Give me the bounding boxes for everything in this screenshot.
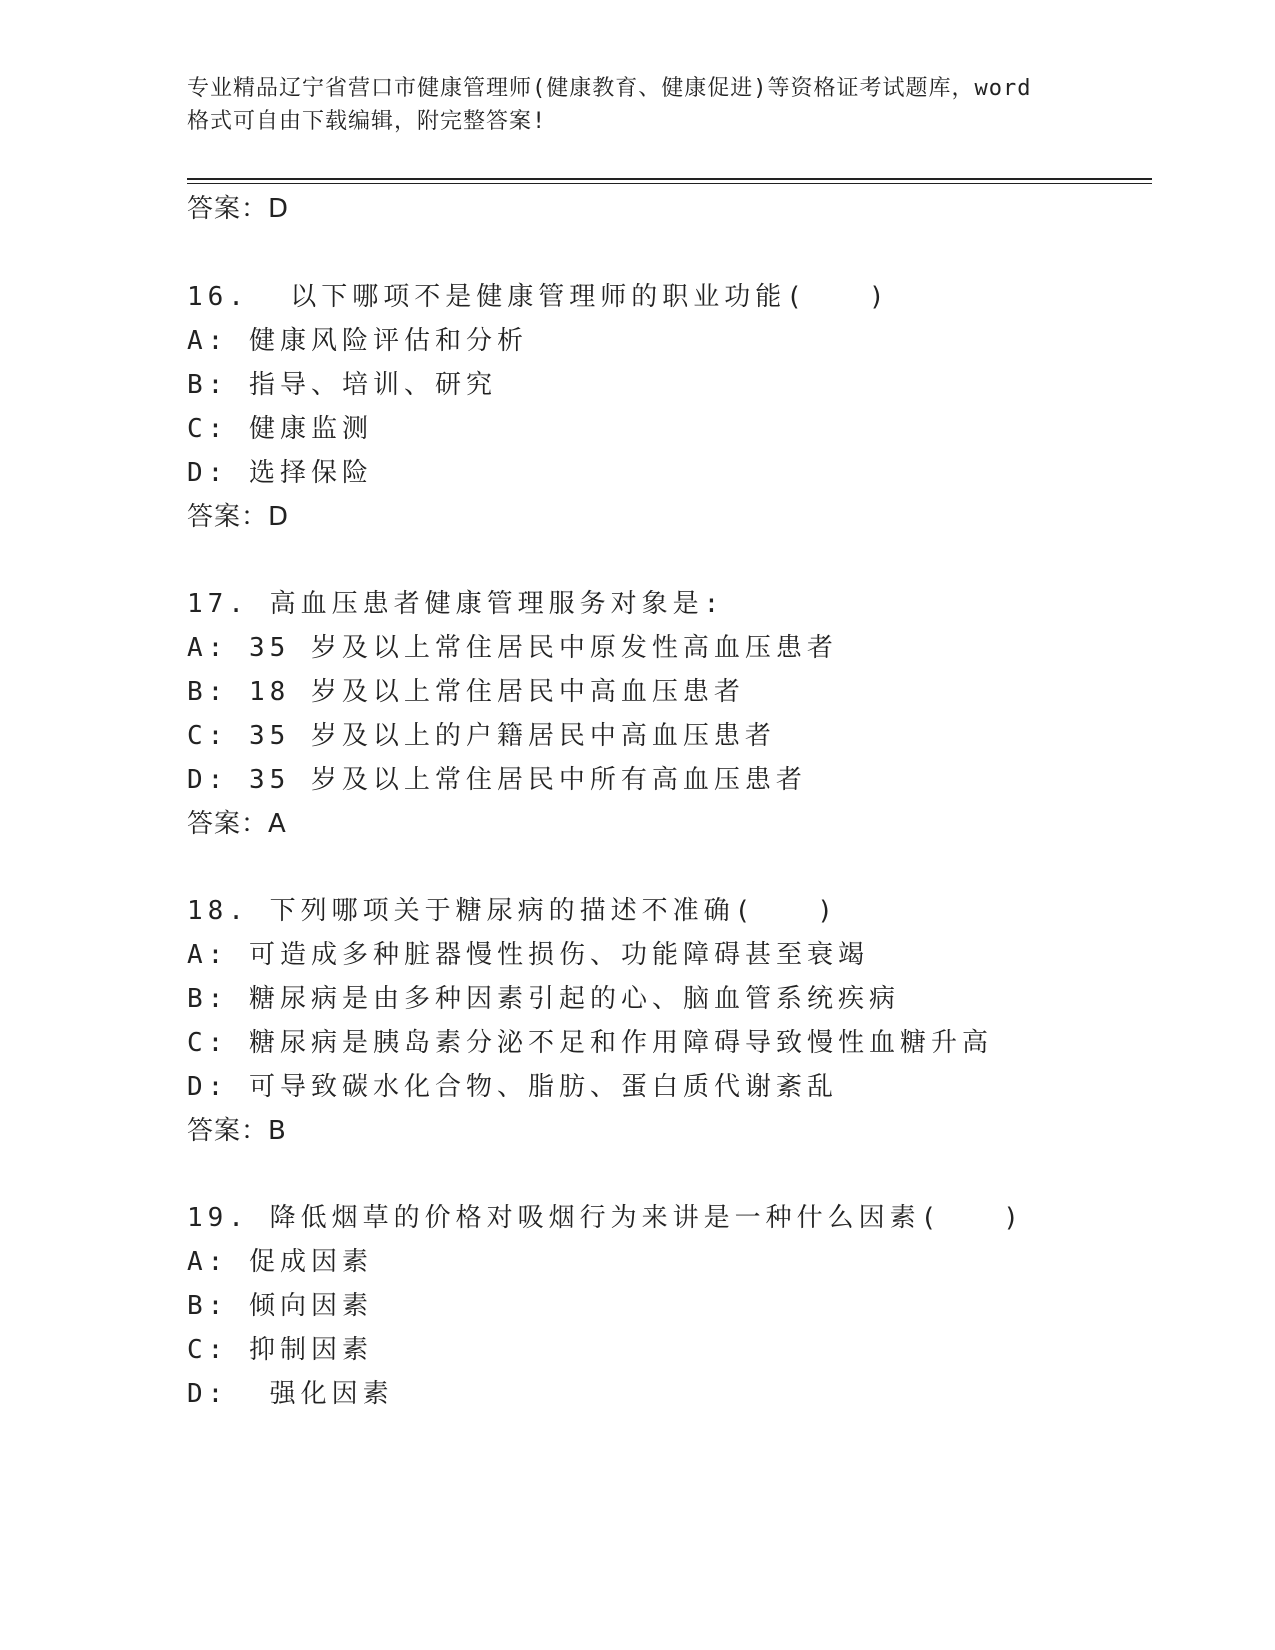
question-19-option-b: B: 倾向因素	[187, 1291, 373, 1321]
header-text	[187, 72, 1087, 138]
question-19-option-a: A: 促成因素	[187, 1247, 373, 1277]
answer-18: 答案：B	[187, 1116, 287, 1146]
question-19-option-c: C: 抑制因素	[187, 1335, 373, 1365]
question-17-stem: 17. 高血压患者健康管理服务对象是:	[187, 589, 725, 619]
header-line-2: 格式可自由下载编辑，附完整答案!	[187, 109, 547, 134]
question-16-option-d: D: 选择保险	[187, 458, 373, 488]
question-16-option-c: C: 健康监测	[187, 414, 373, 444]
answer-17: 答案：A	[187, 809, 287, 839]
question-19-option-d: D: 强化因素	[187, 1379, 394, 1409]
answer-15: 答案：D	[187, 194, 290, 224]
question-16-stem: 16. 以下哪项不是健康管理师的职业功能( )	[187, 282, 890, 312]
header-rule-thick	[187, 178, 1152, 180]
question-18-option-a: A: 可造成多种脏器慢性损伤、功能障碍甚至衰竭	[187, 940, 869, 970]
header-line-1: 专业精品辽宁省营口市健康管理师(健康教育、健康促进)等资格证考试题库，word	[187, 76, 1032, 101]
question-16-option-a: A: 健康风险评估和分析	[187, 326, 528, 356]
question-19-stem: 19. 降低烟草的价格对吸烟行为来讲是一种什么因素( )	[187, 1203, 1024, 1233]
question-17-option-a: A: 35 岁及以上常住居民中原发性高血压患者	[187, 633, 838, 663]
header-rule-thin	[187, 183, 1152, 184]
question-18-option-c: C: 糖尿病是胰岛素分泌不足和作用障碍导致慢性血糖升高	[187, 1028, 993, 1058]
question-17-option-d: D: 35 岁及以上常住居民中所有高血压患者	[187, 765, 807, 795]
question-18-option-b: B: 糖尿病是由多种因素引起的心、脑血管系统疾病	[187, 984, 900, 1014]
question-17-option-b: B: 18 岁及以上常住居民中高血压患者	[187, 677, 745, 707]
question-18-option-d: D: 可导致碳水化合物、脂肪、蛋白质代谢紊乱	[187, 1072, 838, 1102]
question-17-option-c: C: 35 岁及以上的户籍居民中高血压患者	[187, 721, 776, 751]
question-16-option-b: B: 指导、培训、研究	[187, 370, 497, 400]
question-18-stem: 18. 下列哪项关于糖尿病的描述不准确( )	[187, 896, 838, 926]
answer-16: 答案：D	[187, 502, 290, 532]
